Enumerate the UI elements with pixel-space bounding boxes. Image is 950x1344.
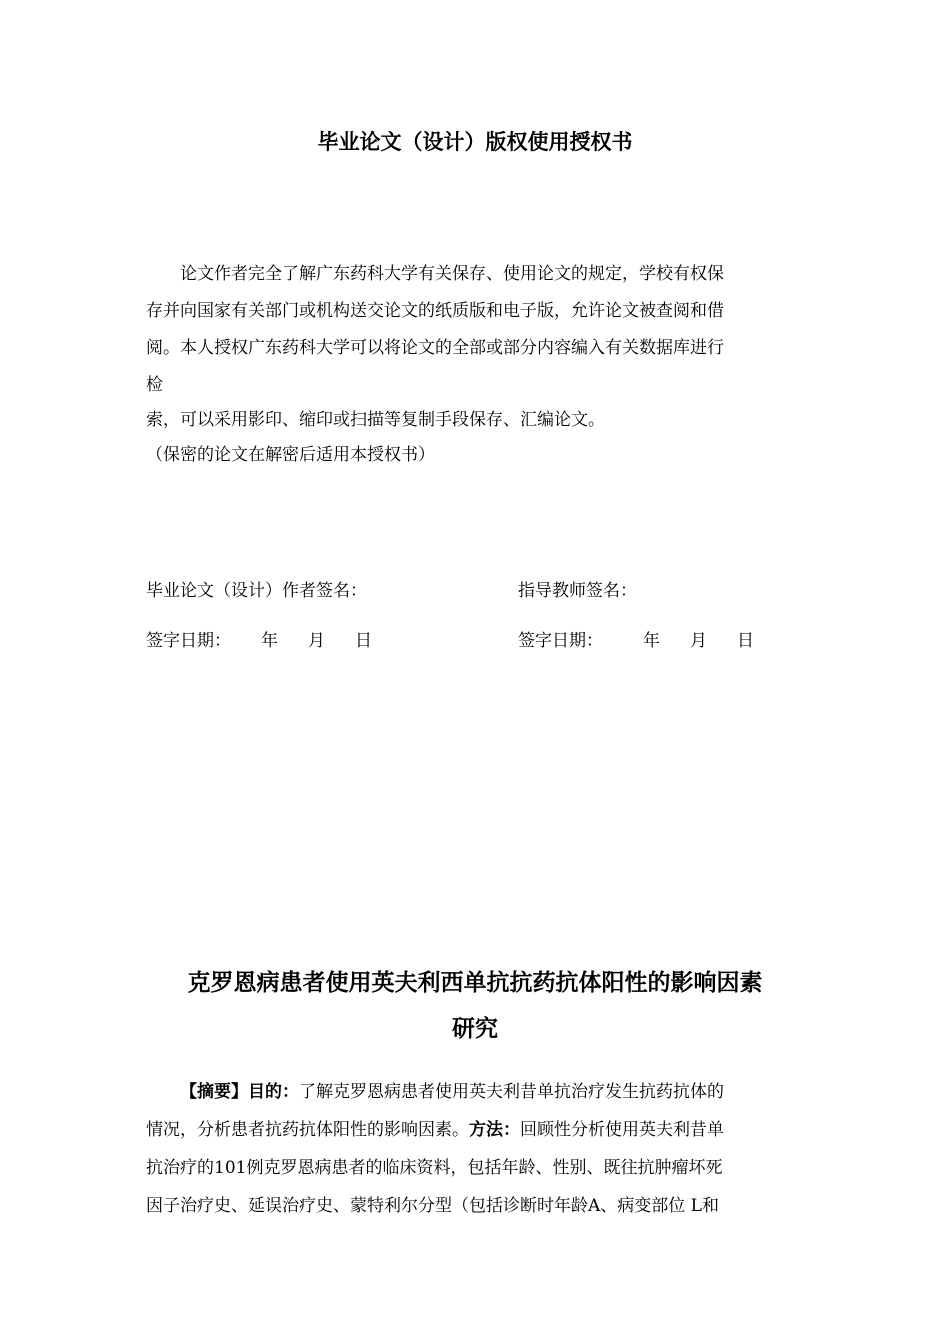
author-signature-label: 毕业论文（设计）作者签名： <box>146 581 367 601</box>
thesis-title <box>140 960 810 1052</box>
advisor-date-row <box>518 628 754 654</box>
authorization-body <box>146 256 806 404</box>
body-line: 存并向国家有关部门或机构送交论文的纸质版和电子版，允许论文被查阅和借 <box>146 301 724 321</box>
month-label: 月 <box>308 631 325 651</box>
thesis-title-line: 研究 <box>452 1016 498 1042</box>
abstract-line: 抗治疗的101例克罗恩病患者的临床资料，包括年龄、性别、既往抗肿瘤坏死 <box>146 1158 723 1178</box>
authorization-body-continued <box>146 402 806 439</box>
abstract-line: 因子治疗史、延误治疗史、蒙特利尔分型（包括诊断时年龄A、病变部位 L和 <box>146 1196 719 1216</box>
thesis-title-line: 克罗恩病患者使用英夫利西单抗抗药抗体阳性的影响因素 <box>187 970 763 996</box>
objective-text: 了解克罗恩病患者使用英夫利昔单抗治疗发生抗药抗体的 <box>299 1082 724 1102</box>
authorization-title: 毕业论文（设计）版权使用授权书 <box>317 130 633 154</box>
abstract-line <box>146 1073 806 1111</box>
objective-label: 目的： <box>248 1082 299 1102</box>
abstract-line <box>146 1111 806 1149</box>
body-line: 检 <box>146 375 163 395</box>
date-label: 签字日期： <box>518 631 603 651</box>
body-line: 阅。本人授权广东药科大学可以将论文的全部或部分内容编入有关数据库进行 <box>146 338 724 358</box>
year-label: 年 <box>643 631 660 651</box>
author-date-row <box>146 628 372 654</box>
confidential-note: （保密的论文在解密后适用本授权书） <box>146 445 435 465</box>
abstract-label: 【摘要】 <box>180 1082 248 1102</box>
method-text: 回顾性分析使用英夫利昔单 <box>520 1120 724 1140</box>
body-line: 论文作者完全了解广东药科大学有关保存、使用论文的规定，学校有权保 <box>180 264 724 284</box>
day-label: 日 <box>737 631 754 651</box>
day-label: 日 <box>355 631 372 651</box>
month-label: 月 <box>690 631 707 651</box>
advisor-signature-label: 指导教师签名： <box>518 581 637 601</box>
date-label: 签字日期： <box>146 631 231 651</box>
method-label: 方法： <box>469 1120 520 1140</box>
year-label: 年 <box>261 631 278 651</box>
objective-text: 情况，分析患者抗药抗体阳性的影响因素。 <box>146 1120 469 1140</box>
abstract <box>146 1073 806 1225</box>
body-line: 索，可以采用影印、缩印或扫描等复制手段保存、汇编论文。 <box>146 410 605 430</box>
